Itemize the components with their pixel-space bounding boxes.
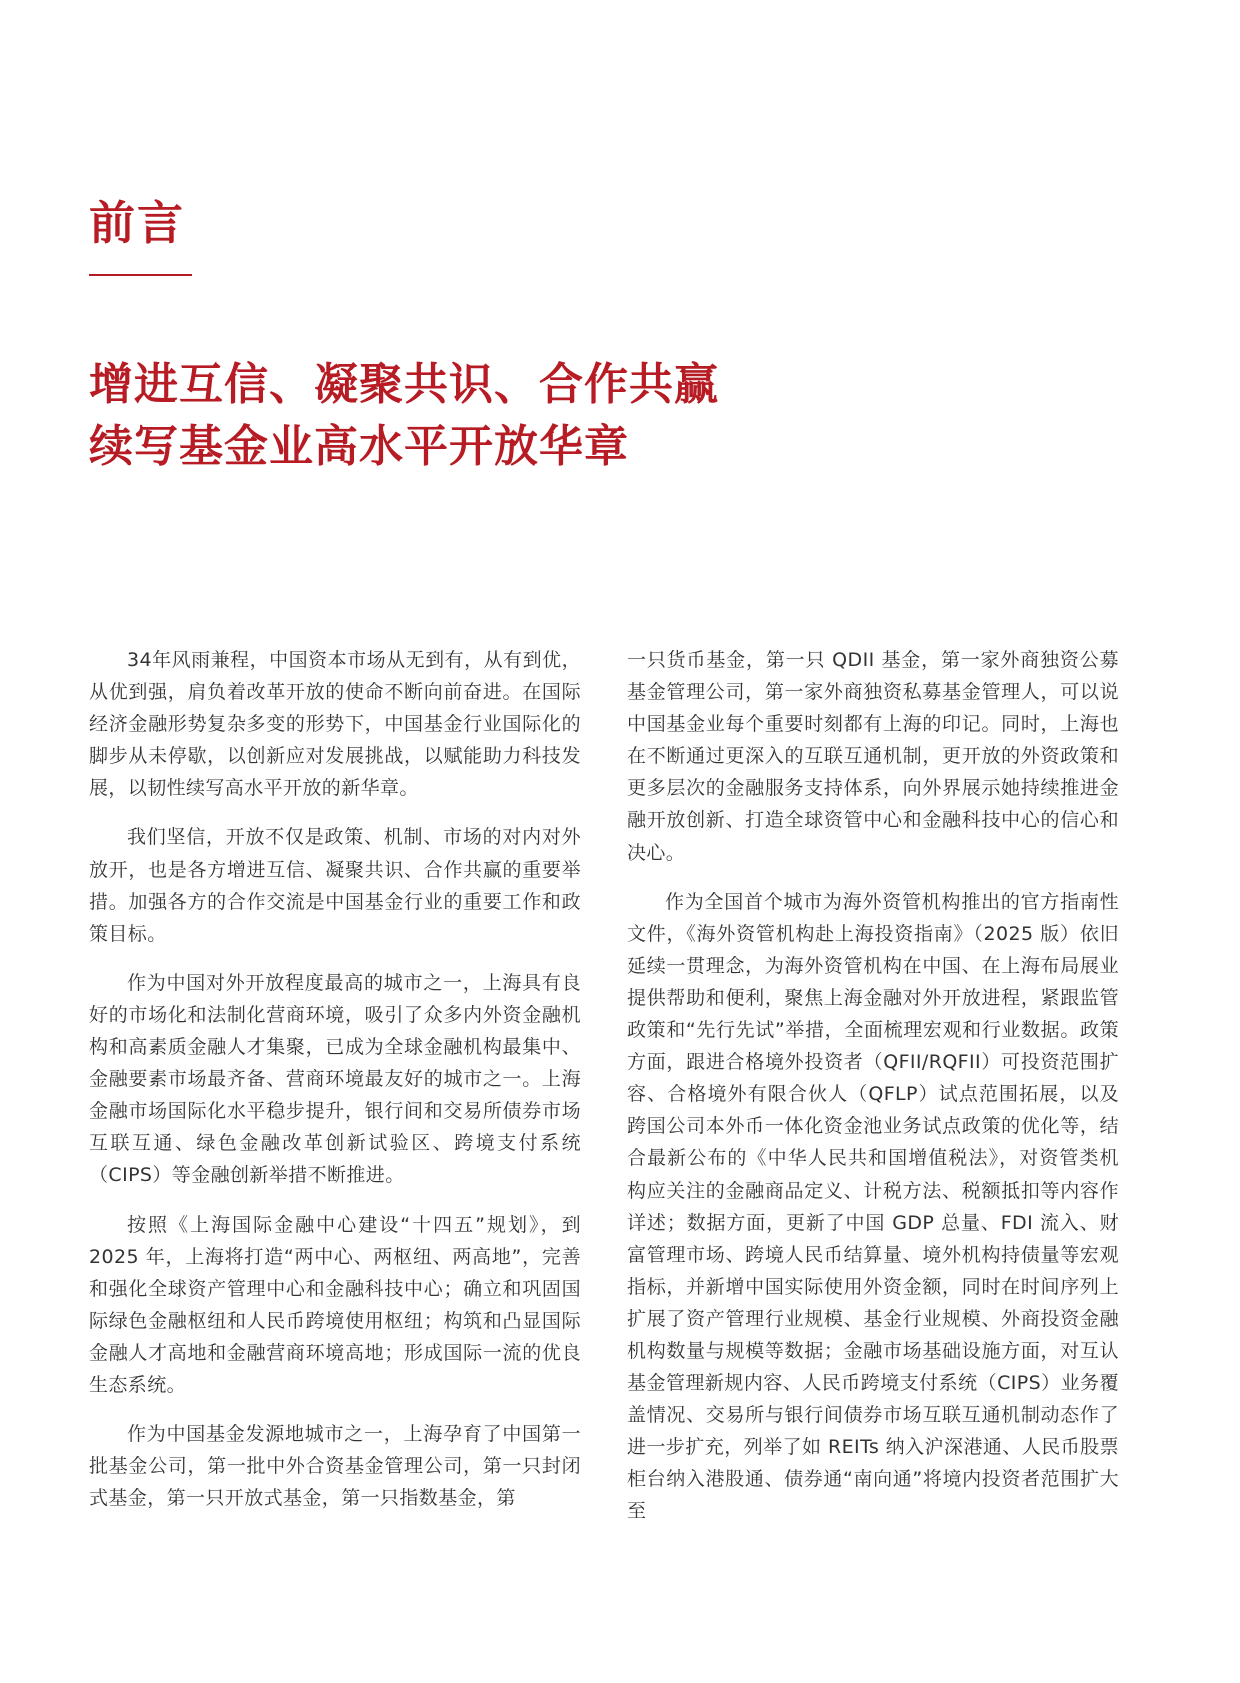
section-label: 前言 xyxy=(89,196,185,250)
section-label-underline xyxy=(89,274,192,276)
headline-line-2: 续写基金业高水平开放华章 xyxy=(89,421,629,472)
paragraph: 按照《上海国际金融中心建设“十四五”规划》，到 2025 年，上海将打造“两中心、两枢纽、两高地”，完善和强化全球资产管理中心和金融科技中心；确立和巩固国际绿色金融枢纽和人民币跨境使用枢纽；构筑和凸显国际金融人才高地和金融营商环境高地；形成国际一流的优良生态系统。 xyxy=(89,1213,581,1396)
paragraph: 作为中国基金发源地城市之一，上海孕育了中国第一批基金公司，第一批中外合资基金管理公司，第一只封闭式基金，第一只开放式基金，第一只指数基金，第 xyxy=(89,1423,581,1510)
right-column xyxy=(627,644,1119,1545)
headline-line-1: 增进互信、凝聚共识、合作共赢 xyxy=(89,359,719,410)
paragraph: 作为中国对外开放程度最高的城市之一，上海具有良好的市场化和法制化营商环境，吸引了众多内外资金融机构和高素质金融人才集聚，已成为全球金融机构最集中、金融要素市场最齐备、营商环境最友好的城市之一。上海金融市场国际化水平稳步提升，银行间和交易所债券市场互联互通、绿色金融改革创新试验区、跨境支付系统（CIPS）等金融创新举措不断推进。 xyxy=(89,971,581,1187)
paragraph: 作为全国首个城市为海外资管机构推出的官方指南性文件，《海外资管机构赴上海投资指南》（2025 版）依旧延续一贯理念，为海外资管机构在中国、在上海布局展业提供帮助和便利，聚焦上海金融对外开放进程，紧跟监管政策和“先行先试”举措，全面梳理宏观和行业数据。政策方面，跟进合格境外投资者（QFII/RQFII）可投资范围扩容、合格境外有限合伙人（QFLP）试点范围拓展，以及跨国公司本外币一体化资金池业务试点政策的优化等，结合最新公布的《中华人民共和国增值税法》，对资管类机构应关注的金融商品定义、计税方法、税额抵扣等内容作详述；数据方面，更新了中国 GDP 总量、FDI 流入、财富管理市场、跨境人民币结算量、境外机构持债量等宏观指标，并新增中国实际使用外资金额，同时在时间序列上扩展了资产管理行业规模、基金行业规模、外商投资金融机构数量与规模等数据；金融市场基础设施方面，对互认基金管理新规内容、人民币跨境支付系统（CIPS）业务覆盖情况、交易所与银行间债券市场互联互通机制动态作了进一步扩充，列举了如 REITs 纳入沪深港通、人民币股票柜台纳入港股通、债券通“南向通”将境内投资者范围扩大至 xyxy=(627,890,1119,1523)
headline xyxy=(89,354,719,478)
paragraph: 我们坚信，开放不仅是政策、机制、市场的对内对外放开，也是各方增进互信、凝聚共识、合作共赢的重要举措。加强各方的合作交流是中国基金行业的重要工作和政策目标。 xyxy=(89,826,581,945)
paragraph: 34年风雨兼程，中国资本市场从无到有，从有到优，从优到强，肩负着改革开放的使命不断向前奋进。在国际经济金融形势复杂多变的形势下，中国基金行业国际化的脚步从未停歇，以创新应对发展挑战，以赋能助力科技发展，以韧性续写高水平开放的新华章。 xyxy=(89,649,581,800)
left-column xyxy=(89,644,581,1531)
paragraph-continued: 一只货币基金，第一只 QDII 基金，第一家外商独资公募基金管理公司，第一家外商独资私募基金管理人，可以说中国基金业每个重要时刻都有上海的印记。同时，上海也在不断通过更深入的互联互通机制，更开放的外资政策和更多层次的金融服务支持体系，向外界展示她持续推进金融开放创新、打造全球资管中心和金融科技中心的信心和决心。 xyxy=(627,649,1119,864)
